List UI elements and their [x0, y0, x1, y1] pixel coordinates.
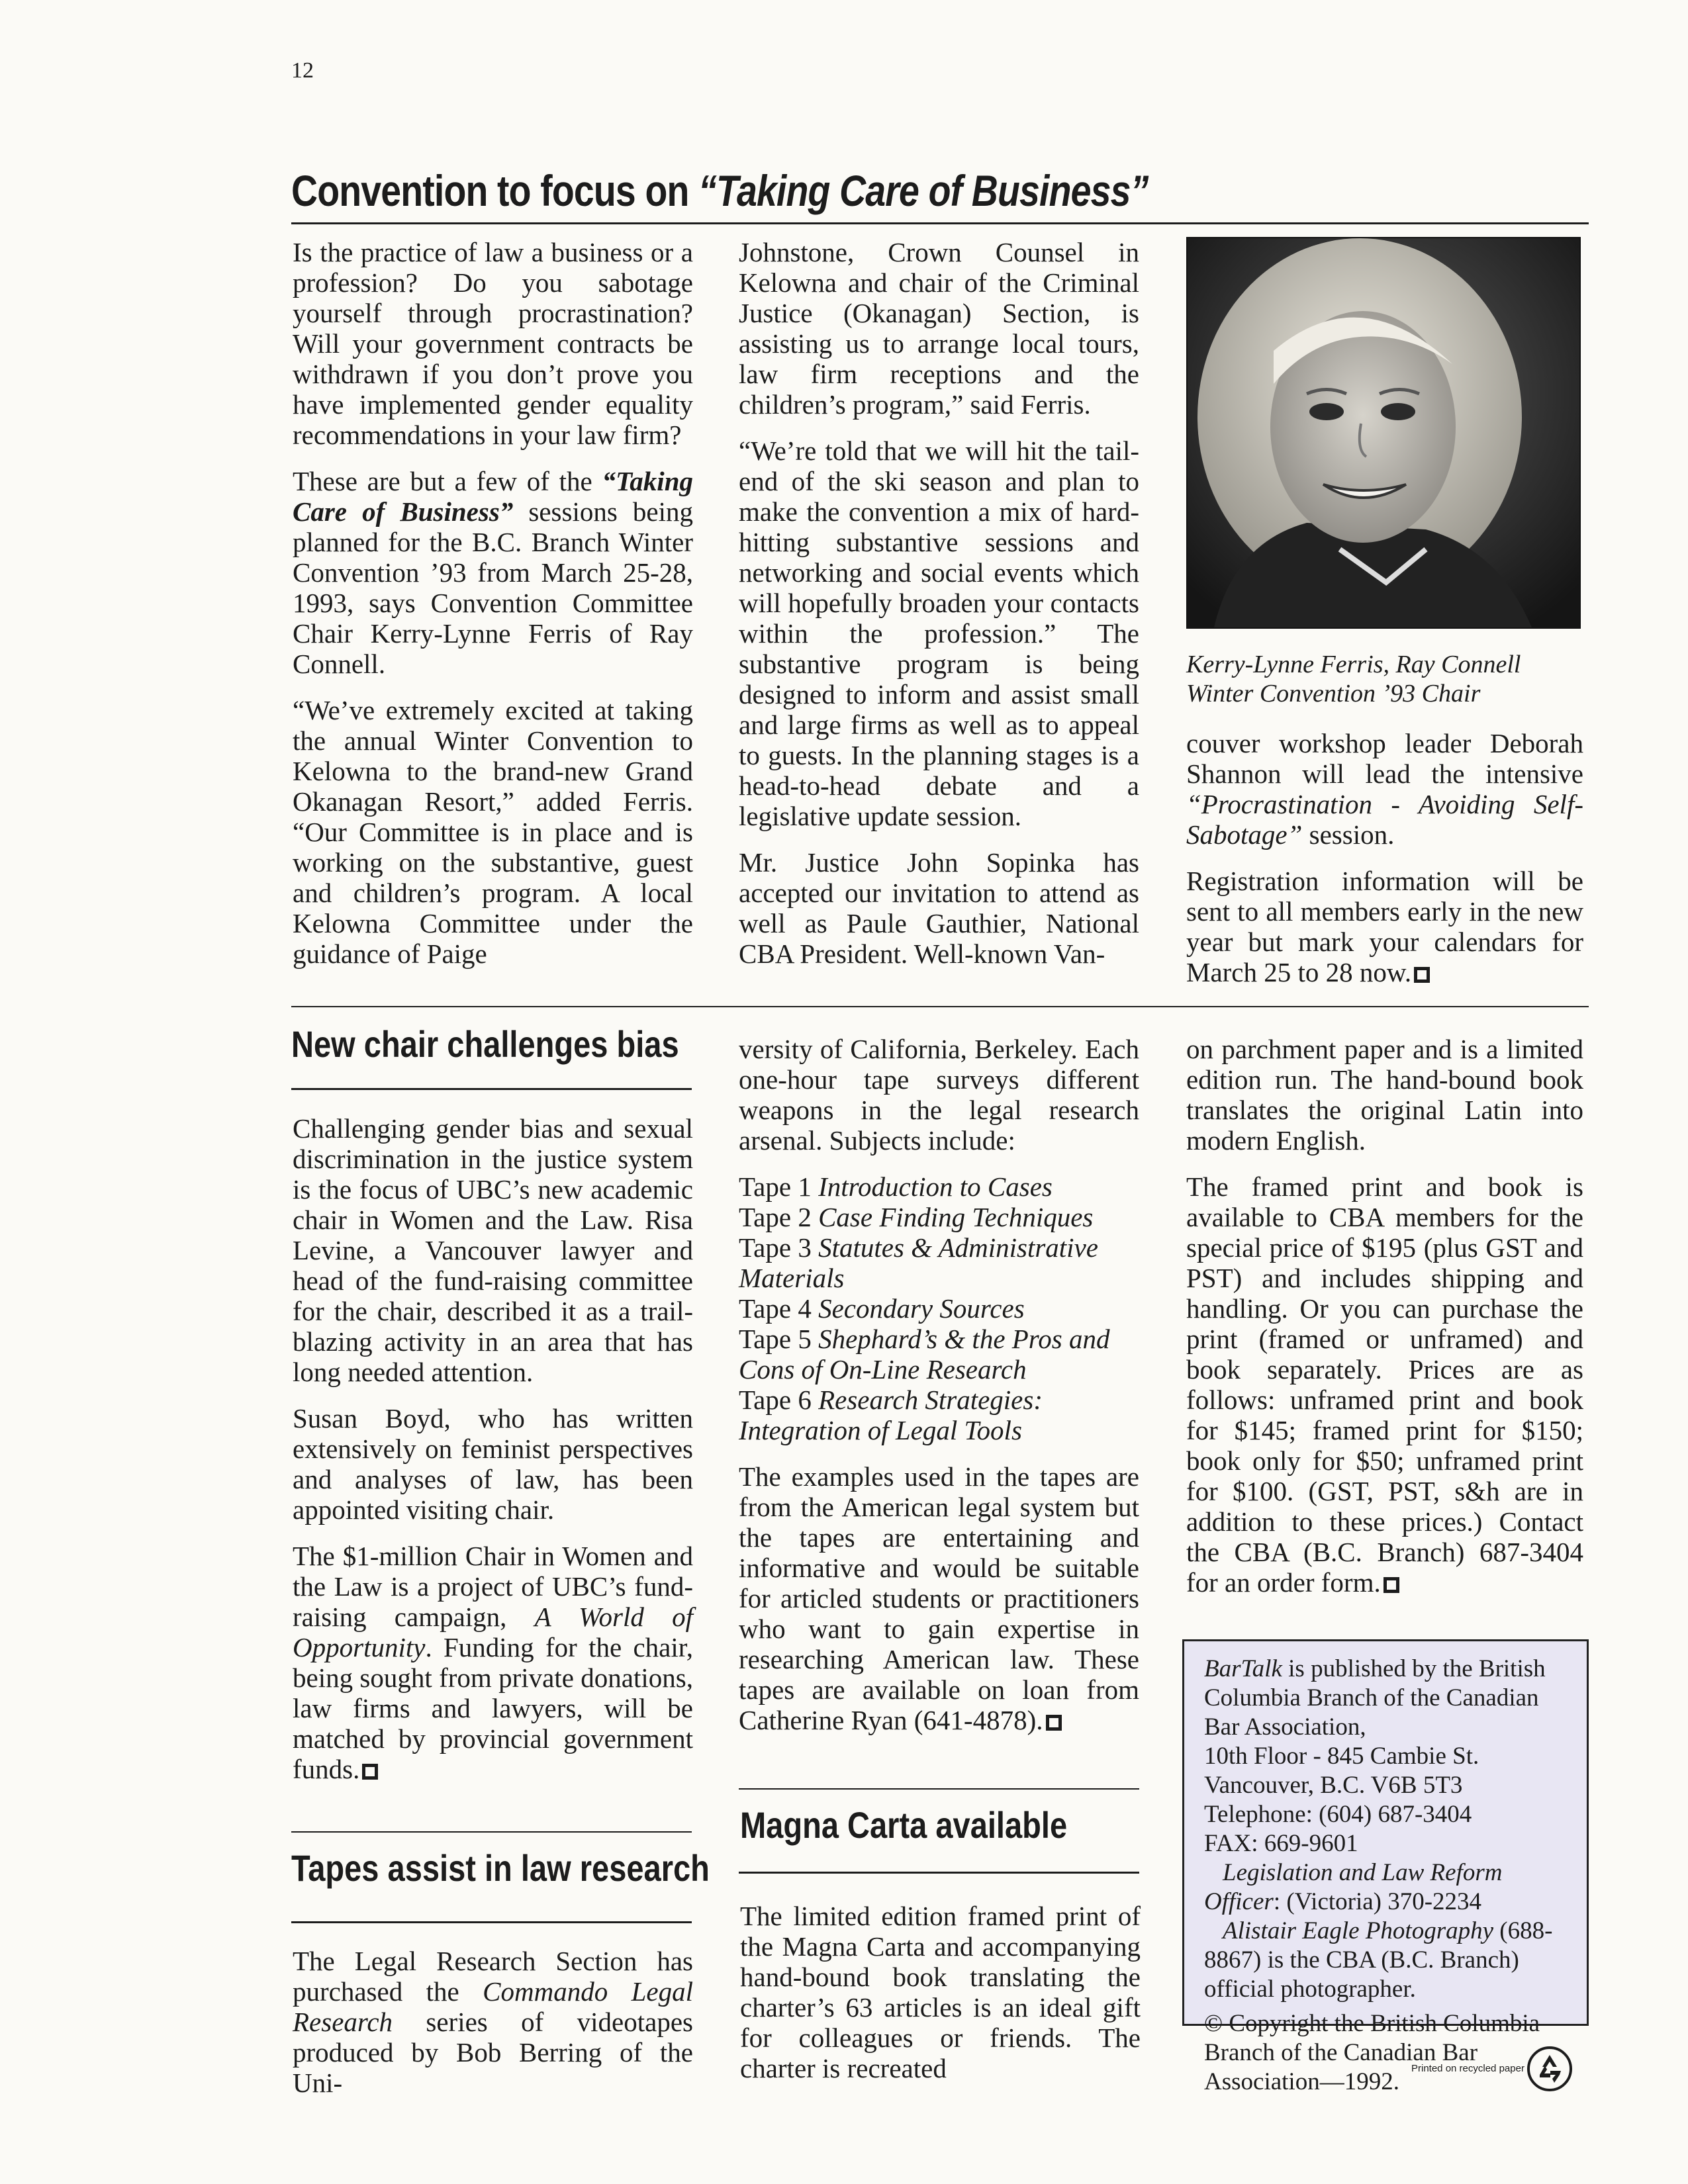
text-run: (688-8867) is the CBA (B.C. Branch) official photographer.	[1204, 1917, 1553, 2003]
magna-rule	[739, 1872, 1139, 1874]
headline-rule	[291, 222, 1589, 224]
list-item	[739, 1171, 1139, 1202]
tape-number: Tape 6	[739, 1385, 812, 1415]
address-line: Vancouver, B.C. V6B 5T3	[1204, 1772, 1463, 1799]
end-mark-icon	[1414, 967, 1430, 983]
tape-title: Case Finding Techniques	[818, 1202, 1094, 1232]
article1-paragraph	[1186, 866, 1583, 987]
page-number: 12	[291, 58, 314, 83]
recycled-paper-note: Printed on recycled paper	[1411, 2063, 1524, 2074]
session-name: “Taking Care of Business”	[293, 466, 693, 527]
new-chair-paragraph	[293, 1541, 693, 1784]
publisher-line	[1204, 1655, 1572, 1742]
recycle-icon	[1526, 2046, 1573, 2092]
publication-name: BarTalk	[1204, 1655, 1282, 1682]
article1-paragraph: Johnstone, Crown Counsel in Kelowna and chair of the Criminal Justice (Okanagan) Section, is assisting us to arrange local tours, law firm receptions and the children’s program,” said Ferris.	[739, 237, 1139, 420]
article1-paragraph: Mr. Justice John Sopinka has accepted our invitation to attend as well as Paule Gauthier, National CBA President. Well-known Van-	[739, 847, 1139, 969]
article1-paragraph	[1186, 728, 1583, 850]
article1-paragraph: Is the practice of law a business or a profession? Do you sabotage yourself through procrastination? Will your government contracts be withdrawn if you don’t prove you have implemented gender equality recommendations in your law firm?	[293, 237, 693, 450]
text-run: The framed print and book is available to CBA members for the special price of $195 (plus GST and PST) and includes shipping and handling. Or you can purchase the print (framed or unframed) and book separately. Prices are as follows: unframed print and book for $145; framed print for $150; book only for $50; unframed print for $100. (GST, PST, s&h are in addition to these prices.) Contact the CBA (B.C. Branch) 687-3404 for an order form.	[1186, 1171, 1583, 1598]
tape-title: Research Strategies: Integration of Legal Tools	[739, 1385, 1043, 1445]
tapes-column2	[739, 1034, 1139, 1735]
tape-title: Shephard’s & the Pros and Cons of On-Line Research	[739, 1324, 1110, 1385]
tape-title: Introduction to Cases	[818, 1171, 1053, 1202]
magna-title: Magna Carta available	[740, 1804, 1068, 1846]
tape-number: Tape 3	[739, 1232, 812, 1263]
magna-paragraph: The limited edition framed print of the Magna Carta and accompanying hand-bound book translating the charter’s 63 articles is an ideal gift for colleagues or friends. The charter is recreated	[740, 1901, 1141, 2083]
list-item	[739, 1202, 1139, 1232]
headline-italic: “Taking Care of Business”	[698, 166, 1149, 215]
tape-number: Tape 2	[739, 1202, 812, 1232]
tape-number: Tape 4	[739, 1293, 812, 1324]
photographer-line	[1204, 1917, 1572, 2004]
end-mark-icon	[1046, 1715, 1062, 1731]
section-rule	[739, 1788, 1139, 1790]
series-name: Commando Legal Research	[293, 1976, 693, 2037]
headline-prefix: Convention to focus on	[291, 166, 699, 215]
list-item	[739, 1385, 1139, 1445]
section-rule	[291, 1006, 1589, 1007]
magna-column3	[1186, 1034, 1583, 1598]
text-run: couver workshop leader Deborah Shannon will lead the intensive	[1186, 728, 1583, 789]
tapes-paragraph	[739, 1461, 1139, 1735]
new-chair-paragraph: Susan Boyd, who has written extensively on feminist perspectives and analyses of law, has been appointed visiting chair.	[293, 1403, 693, 1525]
tapes-rule	[291, 1921, 692, 1923]
tape-number: Tape 1	[739, 1171, 812, 1202]
new-chair-paragraph: Challenging gender bias and sexual discrimination in the justice system is the focus of UBC’s new academic chair in Women and the Law. Risa Levine, a Vancouver lawyer and head of the fund-raising committee for the chair, described it as a trail-blazing activity in an area that has long needed attention.	[293, 1113, 693, 1387]
legislation-line	[1204, 1858, 1572, 1917]
text-run: The $1-million Chair in Women and the Law is a project of UBC’s fund-raising campaign,	[293, 1541, 693, 1632]
article1-paragraph: “We’ve extremely excited at taking the annual Winter Convention to Kelowna to the brand-new Grand Okanagan Resort,” added Ferris. “Our Committee is in place and is working on the substantive, guest and children’s program. A local Kelowna Committee under the guidance of Paige	[293, 695, 693, 969]
article1-column1	[293, 237, 693, 969]
text-run: : (Victoria) 370-2234	[1273, 1888, 1482, 1915]
text-run: . Funding for the chair, being sought from private donations, law firms and lawyers, will be matched by provincial government funds.	[293, 1632, 693, 1784]
session-title: “Procrastination - Avoiding Self-Sabotage”	[1186, 789, 1583, 850]
magna-body	[740, 1901, 1141, 2083]
telephone-line: Telephone: (604) 687-3404	[1204, 1801, 1472, 1828]
photo-caption: Kerry-Lynne Ferris, Ray Connell Winter Convention ’93 Chair	[1186, 651, 1521, 707]
new-chair-body	[293, 1113, 693, 1784]
campaign-name: A World of Opportunity	[293, 1602, 693, 1662]
portrait-illustration	[1188, 238, 1579, 627]
article1-column3	[1186, 728, 1583, 987]
officer-title: Legislation and Law Reform Officer	[1204, 1859, 1503, 1915]
section-rule	[291, 1831, 692, 1833]
portrait-photo	[1186, 237, 1581, 629]
article1-paragraph: “We’re told that we will hit the tail-end of the ski season and plan to make the convention a mix of hard-hitting substantive sessions and networking and social events which will hopefully broaden your contacts within the profession.” The substantive program is being designed to inform and assist small and large firms as well as to appeal to guests. In the planning stages is a head-to-head debate and a legislative update session.	[739, 435, 1139, 831]
headline	[291, 165, 1148, 216]
fax-line: FAX: 669-9601	[1204, 1830, 1358, 1857]
end-mark-icon	[362, 1764, 378, 1780]
text-run: series of videotapes produced by Bob Berring of the Uni-	[293, 2007, 693, 2098]
end-mark-icon	[1383, 1577, 1399, 1593]
magna-paragraph	[1186, 1171, 1583, 1598]
text-run: session.	[1302, 819, 1395, 850]
new-chair-rule	[291, 1088, 692, 1090]
tapes-paragraph: versity of California, Berkeley. Each one-hour tape surveys different weapons in the legal research arsenal. Subjects include:	[739, 1034, 1139, 1156]
text-run: The examples used in the tapes are from the American legal system but the tapes are entertaining and informative and would be suitable for articled students or practitioners who want to gain expertise in researching American law. These tapes are available on loan from Catherine Ryan (641-4878).	[739, 1461, 1139, 1735]
tape-title: Secondary Sources	[818, 1293, 1025, 1324]
text-run: These are but a few of the	[293, 466, 602, 496]
text-run: is published by the British Columbia Branch of the Canadian Bar Association,	[1204, 1655, 1546, 1741]
new-chair-title: New chair challenges bias	[291, 1023, 679, 1065]
tapes-body	[293, 1946, 693, 2098]
tape-title: Statutes & Administrative Materials	[739, 1232, 1098, 1293]
article1-column2	[739, 237, 1139, 969]
copyright-line: © Copyright the British Columbia Branch of the Canadian Bar Association—1992.	[1204, 2010, 1540, 2095]
list-item	[739, 1324, 1139, 1385]
article1-paragraph	[293, 466, 693, 679]
text-run: Registration information will be sent to all members early in the new year but mark your calendars for March 25 to 28 now.	[1186, 866, 1583, 987]
list-item	[739, 1293, 1139, 1324]
tape-list	[739, 1171, 1139, 1445]
text-run: sessions being planned for the B.C. Branch Winter Convention ’93 from March 25-28, 1993, says Convention Committee Chair Kerry-Lynne Ferris of Ray Connell.	[293, 496, 693, 679]
text-run: The Legal Research Section has purchased the	[293, 1946, 693, 2007]
address-line: 10th Floor - 845 Cambie St.	[1204, 1743, 1479, 1770]
list-item	[739, 1232, 1139, 1293]
magna-paragraph: on parchment paper and is a limited edition run. The hand-bound book translates the original Latin into modern English.	[1186, 1034, 1583, 1156]
photographer-name: Alistair Eagle Photography	[1223, 1917, 1494, 1944]
tapes-paragraph	[293, 1946, 693, 2098]
tape-number: Tape 5	[739, 1324, 812, 1354]
tapes-title: Tapes assist in law research	[291, 1847, 710, 1889]
